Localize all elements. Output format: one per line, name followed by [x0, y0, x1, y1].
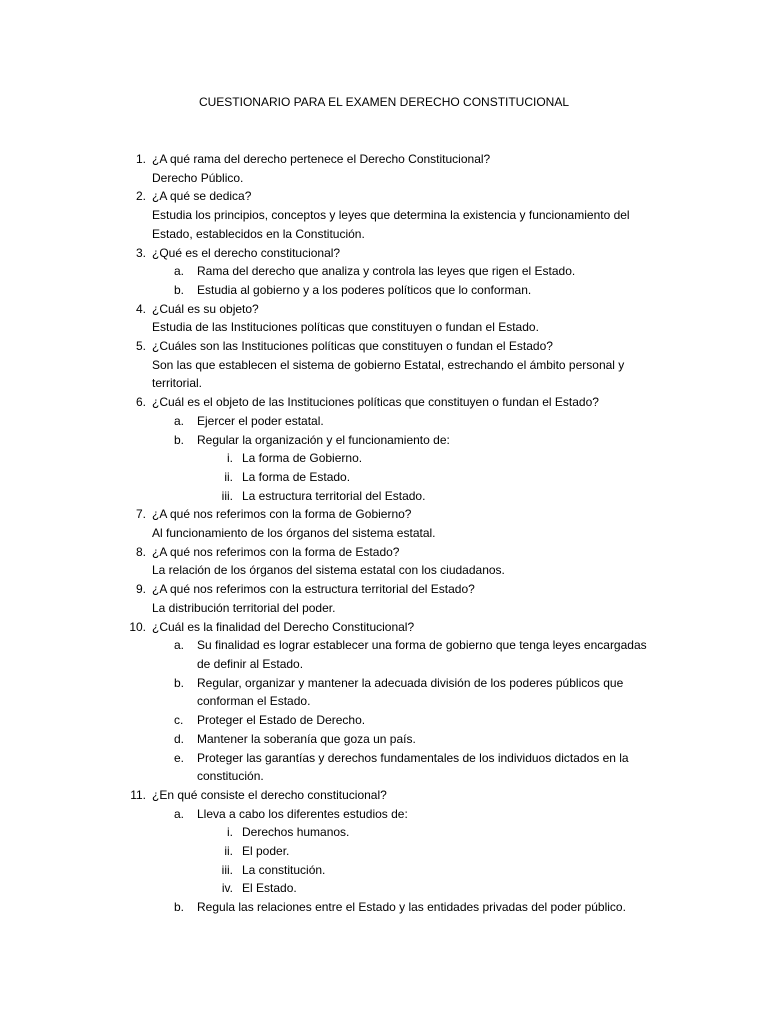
roman-item-text: La forma de Estado.: [242, 469, 351, 484]
roman-numeral-label: ii.: [224, 844, 233, 859]
question-item: [0, 580, 768, 617]
roman-numeral-label: ii.: [224, 469, 233, 484]
sub-answer-text: Estudia al gobierno y a los poderes políticos que lo conforman.: [197, 282, 532, 297]
roman-numeral-label: i.: [227, 451, 233, 466]
question-text: ¿A qué nos referimos con la forma de Estado?: [152, 544, 400, 559]
answer-text: Son las que establecen el sistema de gobierno Estatal, estrechando el ámbito personal y territorial.: [152, 357, 625, 391]
answer-text: Al funcionamiento de los órganos del sistema estatal.: [152, 526, 436, 541]
question-text: ¿Cuál es su objeto?: [152, 301, 259, 316]
answer-text: La distribución territorial del poder.: [152, 600, 336, 615]
question-item: [0, 337, 768, 393]
roman-item-text: El poder.: [242, 844, 290, 859]
sub-answer-item: [0, 636, 768, 673]
question-number: 2.: [135, 189, 146, 204]
question-item: [0, 187, 768, 243]
roman-numeral-label: i.: [227, 825, 233, 840]
roman-numeral-label: iv.: [221, 881, 233, 896]
sub-answer-item: [0, 412, 768, 431]
question-text: ¿Cuál es la finalidad del Derecho Constitucional?: [152, 619, 415, 634]
sub-answer-label: b.: [174, 900, 185, 915]
answer-text: Estudia de las Instituciones políticas que constituyen o fundan el Estado.: [152, 320, 539, 335]
sub-answer-text: Su finalidad es lograr establecer una forma de gobierno que tenga leyes encargadas de definir al Estado.: [197, 638, 647, 671]
question-item: [0, 505, 768, 542]
question-item: [0, 543, 768, 580]
sub-answer-item: [0, 431, 768, 450]
sub-answer-label: b.: [174, 282, 185, 297]
sub-answer-label: a.: [174, 806, 185, 821]
question-item: [0, 300, 768, 337]
sub-answer-label: d.: [174, 731, 185, 746]
sub-answer-text: Mantener la soberanía que goza un país.: [197, 731, 416, 746]
sub-answer-text: Regular la organización y el funcionamiento de:: [197, 432, 450, 447]
sub-answer-item: [0, 262, 768, 281]
roman-item-text: La estructura territorial del Estado.: [242, 488, 426, 503]
question-list: [0, 150, 768, 917]
roman-list-item: [0, 487, 768, 506]
roman-list-item: [0, 879, 768, 898]
sub-answer-label: c.: [174, 713, 184, 728]
question-number: 6.: [135, 395, 146, 410]
roman-item-text: La constitución.: [242, 862, 326, 877]
sub-answer-item: [0, 711, 768, 730]
sub-answer-text: Rama del derecho que analiza y controla las leyes que rigen el Estado.: [197, 264, 576, 279]
question-text: ¿A qué nos referimos con la estructura territorial del Estado?: [152, 582, 475, 597]
question-number: 4.: [135, 301, 146, 316]
sub-answer-item: [0, 749, 768, 786]
question-number: 7.: [135, 507, 146, 522]
question-number: 5.: [135, 339, 146, 354]
roman-item-text: Derechos humanos.: [242, 825, 350, 840]
question-text: ¿Cuáles son las Instituciones políticas que constituyen o fundan el Estado?: [152, 339, 553, 354]
sub-answer-label: a.: [174, 413, 185, 428]
question-number: 9.: [135, 582, 146, 597]
question-text: ¿Qué es el derecho constitucional?: [152, 245, 341, 260]
question-text: ¿Cuál es el objeto de las Instituciones políticas que constituyen o fundan el Estado?: [152, 395, 599, 410]
question-item: [0, 786, 768, 805]
question-item: [0, 244, 768, 263]
sub-answer-label: b.: [174, 675, 185, 690]
sub-answer-text: Proteger las garantías y derechos fundamentales de los individuos dictados en la constitución.: [197, 750, 629, 784]
question-number: 3.: [135, 245, 146, 260]
roman-item-text: El Estado.: [242, 881, 297, 896]
document-title: CUESTIONARIO PARA EL EXAMEN DERECHO CONSTITUCIONAL: [198, 95, 570, 109]
sub-answer-label: b.: [174, 432, 185, 447]
sub-answer-label: a.: [174, 264, 185, 279]
roman-list-item: [0, 449, 768, 468]
roman-numeral-label: iii.: [221, 862, 233, 877]
sub-answer-item: [0, 281, 768, 300]
question-number: 8.: [135, 544, 146, 559]
sub-answer-text: Lleva a cabo los diferentes estudios de:: [197, 806, 408, 821]
roman-item-text: La forma de Gobierno.: [242, 451, 363, 466]
sub-answer-item: [0, 898, 768, 917]
sub-answer-text: Regular, organizar y mantener la adecuada división de los poderes públicos que conforman el Estado.: [197, 675, 624, 709]
question-text: ¿A qué rama del derecho pertenece el Derecho Constitucional?: [152, 152, 491, 166]
sub-answer-text: Regula las relaciones entre el Estado y las entidades privadas del poder público.: [197, 900, 626, 915]
sub-answer-label: a.: [174, 638, 185, 653]
question-item: [0, 618, 768, 637]
sub-answer-item: [0, 674, 768, 711]
question-text: ¿A qué nos referimos con la forma de Gobierno?: [152, 507, 412, 522]
question-item: [0, 393, 768, 412]
roman-list-item: [0, 823, 768, 842]
question-text: ¿A qué se dedica?: [152, 189, 252, 204]
answer-text: La relación de los órganos del sistema estatal con los ciudadanos.: [152, 563, 505, 578]
sub-answer-text: Proteger el Estado de Derecho.: [197, 713, 366, 728]
sub-answer-item: [0, 730, 768, 749]
sub-answer-text: Ejercer el poder estatal.: [197, 413, 324, 428]
question-item: [0, 150, 768, 187]
roman-list-item: [0, 842, 768, 861]
question-number: 10.: [129, 619, 146, 634]
roman-list-item: [0, 468, 768, 487]
sub-answer-label: e.: [174, 750, 185, 765]
roman-numeral-label: iii.: [221, 488, 233, 503]
roman-list-item: [0, 861, 768, 880]
answer-text: Derecho Público.: [152, 170, 244, 185]
sub-answer-item: [0, 805, 768, 824]
answer-text: Estudia los principios, conceptos y leyes que determina la existencia y funcionamiento del Estado, establecidos en la Constitución.: [152, 208, 630, 241]
question-number: 1.: [135, 152, 146, 166]
question-number: 11.: [130, 787, 146, 802]
question-text: ¿En qué consiste el derecho constitucional?: [152, 787, 387, 802]
